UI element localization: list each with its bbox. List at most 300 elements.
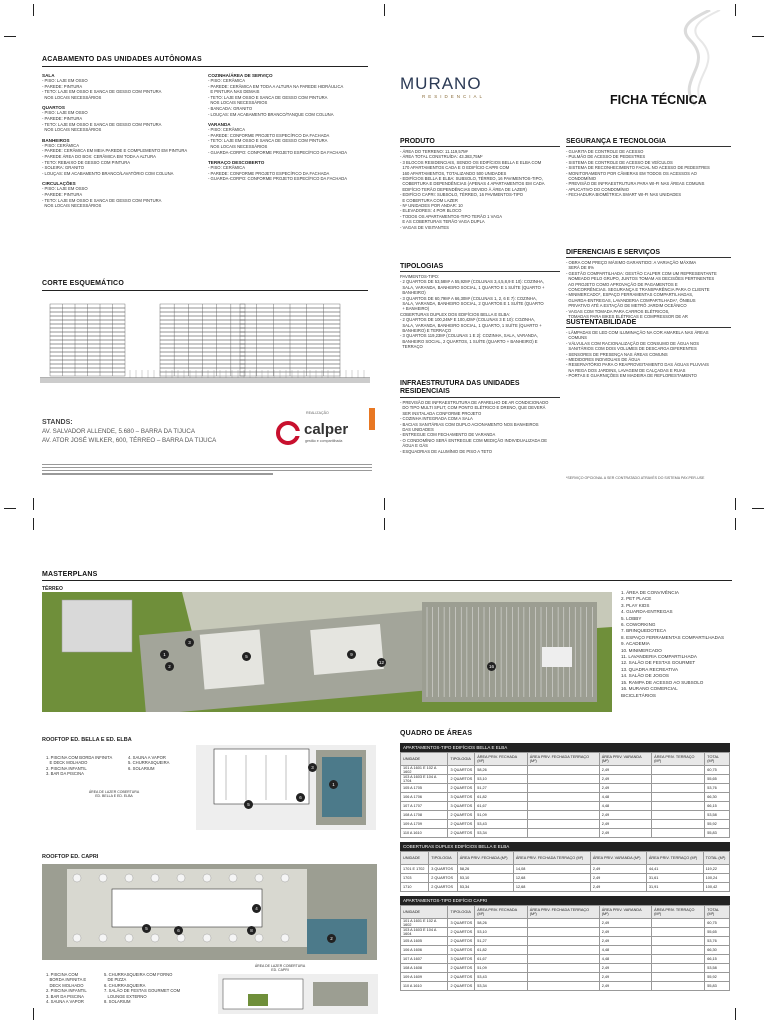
acabamento-col1 bbox=[42, 70, 202, 214]
table-cell: 53,10 bbox=[475, 775, 528, 784]
table-cell: 60,75 bbox=[705, 766, 730, 775]
finish-item: NOS LOCAIS NECESSÁRIOS bbox=[42, 203, 102, 209]
list-item: 6. COWORKING bbox=[621, 622, 656, 628]
list-item: SALA, VARANDA, BANHEIRO SOCIAL, 1 QUARTO E 1 SUÍTE (QUARTO + bbox=[400, 284, 545, 290]
table-cell: 3 QUARTOS bbox=[448, 919, 475, 928]
list-item: - PORTAS E GUARNIÇÕES EM MADEIRA DE REFLORESTAMENTO bbox=[566, 373, 697, 379]
finish-item: NOS LOCAIS NECESSÁRIOS bbox=[208, 143, 268, 149]
table-cell: 66,15 bbox=[705, 802, 730, 811]
table-cell: 53,43 bbox=[475, 820, 528, 829]
table-cell bbox=[527, 946, 599, 955]
rooftop-be-legend-right bbox=[128, 755, 193, 771]
list-item: TERRAÇO bbox=[400, 344, 423, 350]
lounge-table bbox=[203, 874, 211, 882]
list-item: - EDIFÍCIO CAPRI: SUBSOLO, TÉRREO, 16 PAVIMENTOS-TIPO bbox=[400, 192, 524, 198]
table-row bbox=[401, 946, 730, 955]
list-item: - 3 BLOCOS RESIDENCIAIS, SENDO OS EDIFÍCIOS BELLA E ELBA COM bbox=[400, 159, 542, 165]
list-item: NOMEADO PELO GRUPO, JUNTOS TOMAM AS DECISÕES PERTINENTES bbox=[566, 276, 715, 282]
list-item: 16. MURANO COMERCIAL bbox=[621, 686, 678, 692]
table-cell: 2,49 bbox=[590, 874, 646, 883]
table-row bbox=[401, 883, 730, 892]
table-cell bbox=[527, 982, 599, 991]
page-title: FICHA TÉCNICA bbox=[610, 93, 707, 107]
list-item: - EDIFÍCIOS BELLA E ELBA: SUBSOLO, TÉRREO, 16 PAVIMENTOS-TIPO, bbox=[400, 176, 543, 182]
lounge-table bbox=[73, 874, 81, 882]
crop-mark bbox=[33, 498, 34, 510]
list-item: - FECHADURA BIOMÉTRICA SMART WI-FI NAS UNIDADES bbox=[566, 192, 682, 198]
list-item: BICICLETÁRIOS bbox=[621, 692, 656, 698]
lounge-table bbox=[73, 934, 81, 942]
table-cell bbox=[652, 973, 705, 982]
stands-title: STANDS: bbox=[42, 419, 73, 426]
crop-mark bbox=[33, 518, 34, 530]
finish-item: - LOUÇAS: EM ACABAMENTO BRANCO/TANQUE COM COLUNA bbox=[208, 111, 334, 117]
seguranca-heading: SEGURANÇA E TECNOLOGIA bbox=[566, 138, 731, 147]
table-header: TOTAL (M²) bbox=[705, 753, 730, 766]
rooftop-capri-heading: ROOFTOP ED. CAPRI bbox=[42, 854, 99, 860]
table-cell: 2 QUARTOS bbox=[448, 811, 475, 820]
list-item: - ELEVADORES: 4 POR BLOCO bbox=[400, 208, 462, 214]
finish-group bbox=[208, 122, 373, 155]
table-header: ÁREA PRIV. VARANDA (M²) bbox=[599, 906, 651, 919]
table-cell: 58,26 bbox=[475, 919, 528, 928]
table-cell: 4,48 bbox=[599, 802, 651, 811]
table-cell: 2 QUARTOS bbox=[448, 829, 475, 838]
plan-marker: 6 bbox=[296, 793, 305, 802]
list-item: - SISTEMA DE RECONHECIMENTO FACIAL NO ACESSO DE PEDESTRES bbox=[566, 165, 710, 171]
lounge-table bbox=[255, 934, 263, 942]
table-cell: 119,22 bbox=[703, 865, 729, 874]
list-item: - GUARITA DE CONTROLE DE ACESSO bbox=[566, 149, 644, 154]
calper-tagline: gestão e compartilhada bbox=[305, 439, 343, 443]
table-cell: 51,27 bbox=[475, 937, 528, 946]
table-row bbox=[401, 964, 730, 973]
infra-heading: INFRAESTRUTURA DAS UNIDADES RESIDENCIAIS bbox=[400, 380, 560, 398]
finish-group-title: SALA bbox=[42, 73, 55, 78]
list-item: LOUNGE EXTERNO bbox=[104, 993, 147, 999]
table-row bbox=[401, 811, 730, 820]
list-item: BORDA INFINITA E bbox=[46, 977, 87, 983]
finish-item: - TETO: REBAIXO DE GESSO COM PINTURA bbox=[42, 159, 131, 165]
list-item: 15. RAMPA DE ACESSO AO SUBSOLO bbox=[621, 679, 704, 685]
list-item: 170 APARTAMENTOS CADA E O EDIFÍCIO CAPRI COM bbox=[400, 165, 510, 171]
table-cell bbox=[527, 964, 599, 973]
table-cell: 2,49 bbox=[590, 865, 646, 874]
finish-item: - PAREDE: CERÂMICA EM MEIA PAREDE E COMPLEMENTO EM PINTURA bbox=[42, 148, 188, 154]
rooftop-capri-note: ÁREA DE LAZER COBERTURA ED. CAPRI bbox=[254, 964, 306, 972]
plan-marker: 5 bbox=[244, 800, 253, 809]
table-cell: 55,92 bbox=[705, 973, 730, 982]
table-cell: 66,30 bbox=[705, 793, 730, 802]
table-cell: 2,49 bbox=[599, 973, 651, 982]
list-item: 10. MINIMERCADO bbox=[621, 647, 662, 653]
crop-mark bbox=[735, 1008, 736, 1020]
finish-item: - TETO: LAJE EM OSSO E SANCA DE GESSO COM PINTURA bbox=[42, 197, 162, 203]
lounge-table bbox=[177, 874, 185, 882]
table-row bbox=[401, 784, 730, 793]
list-item: 13. QUADRA RECREATIVA bbox=[621, 666, 679, 672]
finish-group-title: QUARTOS bbox=[42, 105, 65, 111]
lounge-table bbox=[125, 874, 133, 882]
list-item: EDIFÍCIO TERÃO DEPENDÊNCIAS DEVIDO À ÁREA DE LAZER) bbox=[400, 186, 527, 192]
table-cell: 53,34 bbox=[475, 829, 528, 838]
table-row bbox=[401, 775, 730, 784]
table-cell: 2 QUARTOS bbox=[448, 973, 475, 982]
rooftop-capri-legend-left bbox=[46, 972, 106, 1004]
table-cell: 61,67 bbox=[475, 955, 528, 964]
finish-group-title: TERRAÇO DESCOBERTO bbox=[208, 160, 265, 166]
heading-underline bbox=[42, 580, 732, 581]
rooftop-capri-detail-drawing bbox=[218, 974, 378, 1014]
plan-marker: 5 bbox=[142, 924, 151, 933]
table-header: ÁREA PRIV. FECHADA (M²) bbox=[475, 906, 528, 919]
table-cell bbox=[652, 829, 705, 838]
list-item: - Nº UNIDADES POR ANDAR: 10 bbox=[400, 203, 463, 209]
list-item: - 2 QUARTOS DE 53,58M² A 55,92M² (COLUNAS 3,4,5,8,9 E 10): COZINHA, bbox=[400, 279, 544, 285]
list-item: 2. PISCINA INFANTIL bbox=[46, 765, 87, 771]
table-cell: 108 A 1608 bbox=[401, 964, 448, 973]
table-cell: 55,92 bbox=[705, 820, 730, 829]
table-cell bbox=[527, 919, 599, 928]
list-item: - MEDIDORES INDIVIDUAIS DE ÁGUA bbox=[566, 357, 641, 363]
calper-wordmark: calper bbox=[304, 421, 349, 438]
table-row bbox=[401, 955, 730, 964]
table-cell: 4,48 bbox=[599, 946, 651, 955]
table-cell bbox=[527, 802, 599, 811]
list-item: PRIVATIVO ATÉ A ESTAÇÃO DE METRÔ JARDIM OCEÂNICO bbox=[566, 303, 687, 309]
list-item: PAVIMENTOS-TIPO: bbox=[400, 274, 440, 279]
list-item: NA REGA DOS JARDINS, LAVAGEM DE CALÇADAS E RUAS bbox=[566, 367, 686, 373]
finish-item: - PISO: CERÂMICA bbox=[208, 165, 245, 171]
table-cell: 101 A 1601 E 102 A 1602 bbox=[401, 919, 448, 928]
table-header: ÁREA PRIV. VARANDA (M²) bbox=[590, 852, 646, 865]
plan-marker: 16 bbox=[488, 664, 494, 669]
table-header: TIPOLOGIA bbox=[448, 753, 475, 766]
table-title-bar: APARTAMENTOS-TIPO EDIFÍCIOS BELLA E ELBA bbox=[400, 743, 730, 752]
acabamento-heading: ACABAMENTO DAS UNIDADES AUTÔNOMAS bbox=[42, 56, 202, 63]
table-cell: 53,43 bbox=[475, 973, 528, 982]
terreo-label: TÉRREO bbox=[42, 586, 63, 592]
list-item: E DECK MOLHADO bbox=[46, 760, 88, 766]
legal-fine-print bbox=[42, 464, 372, 476]
list-item: SANITÁRIOS COM DOIS VOLUMES DE DESCARGA DIFERENTES bbox=[566, 346, 697, 352]
table-cell: 53,10 bbox=[475, 928, 528, 937]
list-item: 1. ÁREA DE CONVIVÊNCIA bbox=[621, 590, 679, 595]
list-item: E COBERTURA COM LAZER bbox=[400, 197, 458, 203]
table-cell: 1701 E 1702 bbox=[401, 865, 429, 874]
table-cell: 109 A 1709 bbox=[401, 820, 448, 829]
table-row bbox=[401, 829, 730, 838]
finish-item: - PAREDE: CONFORME PROJETO ESPECÍFICO DA FACHADA bbox=[208, 132, 330, 138]
table-row bbox=[401, 982, 730, 991]
list-item: - APLICATIVO DO CONDOMÍNIO bbox=[566, 186, 629, 192]
finish-item: - PAREDE ÁREA DO BOX: CERÂMICA EM TODA A ALTURA bbox=[42, 153, 156, 159]
finish-item: - PAREDE: PINTURA bbox=[42, 83, 83, 89]
crop-mark bbox=[735, 498, 736, 510]
lounge-table bbox=[151, 934, 159, 942]
crop-mark bbox=[384, 518, 385, 530]
finish-item: - PISO: LAJE EM OSSO bbox=[42, 78, 88, 83]
table-header: ÁREA PRIV. FECHADA TERRAÇO (M²) bbox=[527, 906, 599, 919]
lounge-table bbox=[229, 934, 237, 942]
table-cell: 60,75 bbox=[705, 919, 730, 928]
list-item: DO TIPO MULTI SPLIT, COM PONTO ELÉTRICO E DRENO, QUE DEVERÁ bbox=[400, 405, 546, 411]
sustentabilidade-heading: SUSTENTABILIDADE bbox=[566, 319, 731, 328]
list-item: DE PIZZA bbox=[104, 977, 127, 983]
plan-marker: 3 bbox=[185, 638, 194, 647]
calper-logo bbox=[275, 418, 365, 450]
rooftop-be-plan bbox=[196, 745, 376, 830]
list-item: 3. BAR DA PISCINA bbox=[46, 993, 84, 999]
rooftop-be-heading: ROOFTOP ED. BELLA E ED. ELBA bbox=[42, 737, 132, 743]
crop-mark bbox=[735, 518, 736, 530]
table-cell bbox=[527, 811, 599, 820]
table-cell bbox=[652, 820, 705, 829]
finish-item: - PAREDE: PINTURA bbox=[42, 191, 83, 197]
diferenciais-heading: DIFERENCIAIS E SERVIÇOS bbox=[566, 249, 731, 258]
list-item: 160 APARTAMENTOS, TOTALIZANDO 500 UNIDADES bbox=[400, 170, 507, 176]
table-cell bbox=[652, 784, 705, 793]
list-item: - 3 QUARTOS 119,23M² (COLUNAS 1 E 2): COZINHA, SALA, VARANDA, bbox=[400, 333, 538, 339]
list-item: COBERTURAS DUPLEX DOS EDIFÍCIOS BELLA E ELBA: bbox=[400, 311, 511, 317]
table-cell: 109 A 1609 bbox=[401, 973, 448, 982]
table-cell: 4,48 bbox=[599, 793, 651, 802]
table-cell: 2 QUARTOS bbox=[448, 928, 475, 937]
table-cell: 2,49 bbox=[599, 820, 651, 829]
terreo-site-plan-drawing bbox=[42, 592, 612, 712]
finish-item: - TETO: LAJE EM OSSO E SANCA DE GESSO COM PINTURA bbox=[42, 121, 162, 127]
table-cell: 103 A 1603 E 104 A 1604 bbox=[401, 928, 448, 937]
table-cell: 2,49 bbox=[599, 964, 651, 973]
table-cell: 55,65 bbox=[705, 775, 730, 784]
list-item: BANHEIRO) E TERRAÇO bbox=[400, 328, 452, 334]
table-cell: 3 QUARTOS bbox=[448, 793, 475, 802]
table-cell bbox=[527, 829, 599, 838]
list-item: 4. SAUNA A VAPOR bbox=[46, 999, 84, 1005]
lounge-table bbox=[255, 874, 263, 882]
crop-mark bbox=[384, 498, 385, 510]
finish-item: E PINTURA NAS DEMAIS bbox=[208, 89, 260, 95]
list-item: 3. BAR DA PISCINA bbox=[46, 771, 84, 777]
table-cell: 66,15 bbox=[705, 955, 730, 964]
rooftop-be-legend-left bbox=[46, 755, 131, 777]
table-cell: 51,27 bbox=[475, 784, 528, 793]
finish-item: - GUARDA-CORPO: CONFORME PROJETO ESPECÍFICO DA FACHADA bbox=[208, 149, 348, 155]
table-cell: 61,67 bbox=[475, 802, 528, 811]
finish-group bbox=[42, 105, 202, 132]
finish-item: - BANCADA: GRANITO bbox=[208, 105, 253, 111]
finish-item: - GUARDA-CORPO: CONFORME PROJETO ESPECÍFICO DA FACHADA bbox=[208, 176, 348, 182]
plan-marker: 3 bbox=[308, 763, 317, 772]
table-cell: 1710 bbox=[401, 883, 429, 892]
finish-item: - PAREDE: CONFORME PROJETO ESPECÍFICO DA FACHADA bbox=[208, 170, 330, 176]
corte-esquematico-drawing bbox=[40, 294, 370, 394]
table-cell bbox=[527, 820, 599, 829]
plan-marker: 12 bbox=[378, 660, 384, 665]
crop-mark bbox=[4, 508, 16, 509]
table-cell: 2,49 bbox=[599, 775, 651, 784]
list-item: CONDOMÍNIO bbox=[566, 176, 597, 182]
table-header: ÁREA PRIV. FECHADA (M²) bbox=[475, 753, 528, 766]
table-cell: 107 A 1607 bbox=[401, 955, 448, 964]
rooftop-be-plan-drawing bbox=[196, 745, 376, 830]
finish-item: - TETO: LAJE EM OSSO E SANCA DE GESSO COM PINTURA bbox=[42, 89, 162, 95]
finish-item: - PAREDE: PINTURA bbox=[42, 115, 83, 121]
table-cell: 31,91 bbox=[646, 883, 703, 892]
table-header: TOTAL (M²) bbox=[703, 852, 729, 865]
brand-name: MURANO bbox=[400, 74, 482, 93]
table-cell: 53,58 bbox=[705, 811, 730, 820]
finish-item: - PISO: LAJE EM OSSO bbox=[42, 110, 88, 116]
table-cell: 2 QUARTOS bbox=[448, 937, 475, 946]
plan-marker: 2 bbox=[327, 934, 336, 943]
list-item: - 2 QUARTOS DE 100,24M² E 100,42M² (COLUNAS 3 E 10): COZINHA, bbox=[400, 317, 536, 323]
table-cell: 2 QUARTOS bbox=[448, 784, 475, 793]
finish-item: - PISO: CERÂMICA bbox=[42, 142, 79, 148]
table-header: ÁREA PRIV. FECHADA TERRAÇO (M²) bbox=[513, 852, 590, 865]
table-cell: 3 QUARTOS bbox=[448, 802, 475, 811]
plan-marker: 9 bbox=[347, 650, 356, 659]
list-item: - VAGAS COM TOMADA PARA CARROS ELÉTRICOS, bbox=[566, 308, 670, 314]
plan-marker: 2 bbox=[165, 662, 174, 671]
orange-side-tab bbox=[369, 408, 375, 430]
rooftop-capri-plan bbox=[42, 864, 377, 960]
heading-underline bbox=[42, 290, 368, 291]
table-cell: 61,82 bbox=[475, 793, 528, 802]
tipologias-section bbox=[400, 263, 560, 350]
area-table bbox=[400, 905, 730, 991]
list-item: - PULMÃO DE ACESSO DE PEDESTRES bbox=[566, 154, 646, 160]
list-item: - ENTREGUE COM FECHAMENTO DE VARANDA bbox=[400, 432, 496, 438]
crop-mark bbox=[752, 36, 764, 37]
table-cell: 110 A 1610 bbox=[401, 829, 448, 838]
table-header: UNIDADE bbox=[401, 753, 448, 766]
list-item: BANHEIRO SOCIAL, 2 QUARTOS, 1 SUÍTE (QUARTO + BANHEIRO) E bbox=[400, 338, 538, 344]
table-cell bbox=[527, 766, 599, 775]
lounge-table bbox=[281, 934, 289, 942]
table-row bbox=[401, 874, 730, 883]
list-item: - MINIMERCADO*, ESPAÇO FERRAMENTAS COMPARTILHADAS, bbox=[566, 292, 694, 298]
list-item: COBERTURA E DEPENDÊNCIAS (APENAS 4 APARTAMENTOS EM CADA bbox=[400, 181, 545, 187]
finish-group bbox=[42, 73, 202, 100]
table-header: TIPOLOGIA bbox=[429, 852, 458, 865]
produto-heading: PRODUTO bbox=[400, 138, 560, 147]
table-cell bbox=[527, 793, 599, 802]
table-cell: 2 QUARTOS bbox=[448, 964, 475, 973]
list-item: - 3 QUARTOS DE 60,79M² A 66,30M² (COLUNAS 1, 2, 6 E 7): COZINHA, bbox=[400, 295, 537, 301]
list-item: - ÁREA DO TERRENO: 11.119,57M² bbox=[400, 149, 468, 154]
list-item: + BANHEIRO) bbox=[400, 306, 430, 312]
list-item: - RESERVATÓRIO PARA O REAPROVEITAMENTO DAS ÁGUAS PLUVIAIS bbox=[566, 362, 709, 368]
list-item: 12. SALÃO DE FESTAS GOURMET bbox=[621, 660, 696, 666]
list-item: - VAGAS DE VISITANTES bbox=[400, 224, 449, 230]
table-cell: 55,83 bbox=[705, 982, 730, 991]
list-item: - PREVISÃO DE INFRAESTRUTURA DE APARELHO DE AR CONDICIONADO bbox=[400, 400, 549, 405]
list-item: AO PROJETO COMO APROVAÇÃO DE PAGAMENTOS E bbox=[566, 281, 678, 287]
rooftop-capri-plan-drawing bbox=[42, 864, 377, 960]
table-cell bbox=[652, 964, 705, 973]
masterplan-legend bbox=[621, 590, 736, 699]
list-item: 11. LAVANDERIA COMPARTILHADA bbox=[621, 654, 697, 660]
list-item: SER INSTALADA CONFORME PROJETO bbox=[400, 410, 482, 416]
table-cell: 107 A 1707 bbox=[401, 802, 448, 811]
list-item: - COZINHA INTEGRADA COM A SALA bbox=[400, 416, 473, 422]
table-cell: 55,65 bbox=[705, 928, 730, 937]
table-cell: 2,49 bbox=[599, 919, 651, 928]
list-item: 4. GUARDA-ENTREGAS bbox=[621, 609, 673, 615]
list-item: TOMADAS PARA BIKES ELÉTRICAS E COMPRESSOR DE AR bbox=[566, 314, 688, 320]
calper-logo-mark-icon bbox=[275, 420, 301, 446]
finish-group-title: VARANDA bbox=[208, 122, 231, 128]
table-cell: 58,26 bbox=[457, 865, 513, 874]
stands-address-2: AV. ATOR JOSÉ WILKER, 600, TÉRREO – BARRA DA TIJUCA bbox=[42, 437, 217, 444]
list-item: - SISTEMA DE CONTROLE DE ACESSO DE VEÍCULOS bbox=[566, 159, 673, 165]
list-item: - BACIAS SANITÁRIAS COM DUPLO ACIONAMENTO NOS BANHEIROS bbox=[400, 421, 539, 427]
list-item: CONCORRÊNCIAS. SEGURANÇA E TRANSPARÊNCIA PARA O CLIENTE bbox=[566, 287, 710, 293]
table-cell bbox=[652, 811, 705, 820]
table-cell: 12,68 bbox=[513, 883, 590, 892]
table-cell: 100,42 bbox=[703, 883, 729, 892]
finish-group-title: COZINHA/ÁREA DE SERVIÇO bbox=[208, 73, 273, 78]
plan-marker: 4 bbox=[252, 904, 261, 913]
table-cell: 100,24 bbox=[703, 874, 729, 883]
table-cell: 106 A 1706 bbox=[401, 793, 448, 802]
lounge-table bbox=[99, 934, 107, 942]
table-cell: 55,83 bbox=[705, 829, 730, 838]
crop-mark bbox=[33, 4, 34, 16]
table-cell bbox=[652, 928, 705, 937]
table-header: ÁREA PRIV. VARANDA (M²) bbox=[599, 753, 651, 766]
table-cell: 1703 bbox=[401, 874, 429, 883]
table-cell bbox=[652, 937, 705, 946]
table-cell: 66,30 bbox=[705, 946, 730, 955]
list-item: SALA, VARANDA, BANHEIRO SOCIAL, 2 QUARTOS E 1 SUÍTE (QUARTO bbox=[400, 301, 544, 307]
table-row bbox=[401, 802, 730, 811]
table-cell bbox=[652, 802, 705, 811]
realizacao-label: REALIZAÇÃO bbox=[306, 411, 329, 415]
list-item: - LÂMPADAS DE LED COM ILUMINAÇÃO NA COR AMARELA NAS ÁREAS bbox=[566, 330, 709, 335]
table-cell: 105 A 1605 bbox=[401, 937, 448, 946]
list-item: 5. CHURRASQUEIRA COM FORNO bbox=[104, 972, 173, 977]
table-cell: 61,82 bbox=[475, 946, 528, 955]
list-item: 6. CHURRASQUEIRA bbox=[104, 982, 146, 988]
crop-mark bbox=[752, 508, 764, 509]
list-item: - TODOS OS APARTAMENTOS-TIPO TERÃO 1 VAGA bbox=[400, 213, 502, 219]
produto-section bbox=[400, 138, 560, 230]
finish-group-title: CIRCULAÇÕES bbox=[42, 181, 76, 187]
quadro-heading: QUADRO DE ÁREAS bbox=[400, 730, 473, 737]
table-cell: 110 A 1610 bbox=[401, 982, 448, 991]
lounge-table bbox=[99, 874, 107, 882]
list-item: GUARDA-ENTREGAS, LAVANDERIA COMPARTILHADA*, ÔNIBUS bbox=[566, 297, 696, 303]
list-item: 8. ESPAÇO FERRAMENTAS COMPARTILHADAS bbox=[621, 634, 725, 640]
table-cell: 2 QUARTOS bbox=[429, 883, 458, 892]
heading-underline bbox=[42, 66, 368, 67]
finish-item: - PAREDE: CERÂMICA EM TODA A ALTURA NA PAREDE HIDRÁULICA bbox=[208, 83, 344, 89]
list-item: DAS UNIDADES bbox=[400, 427, 434, 433]
area-table bbox=[400, 851, 730, 892]
table-header: UNIDADE bbox=[401, 906, 448, 919]
finish-item: NOS LOCAIS NECESSÁRIOS bbox=[42, 127, 102, 133]
acabamento-col2 bbox=[208, 70, 373, 187]
table-cell: 51,09 bbox=[475, 811, 528, 820]
finish-item: - LOUÇAS: EM ACABAMENTO BRANCO/LAVATÓRIO COM COLUNA bbox=[42, 170, 174, 176]
plan-marker: 1 bbox=[160, 650, 169, 659]
table-cell: 2,49 bbox=[599, 811, 651, 820]
crop-mark bbox=[384, 4, 385, 16]
table-cell: 101 A 1601 E 102 A 1602 bbox=[401, 766, 448, 775]
list-item: 3. PLAY KIDS bbox=[621, 602, 650, 608]
